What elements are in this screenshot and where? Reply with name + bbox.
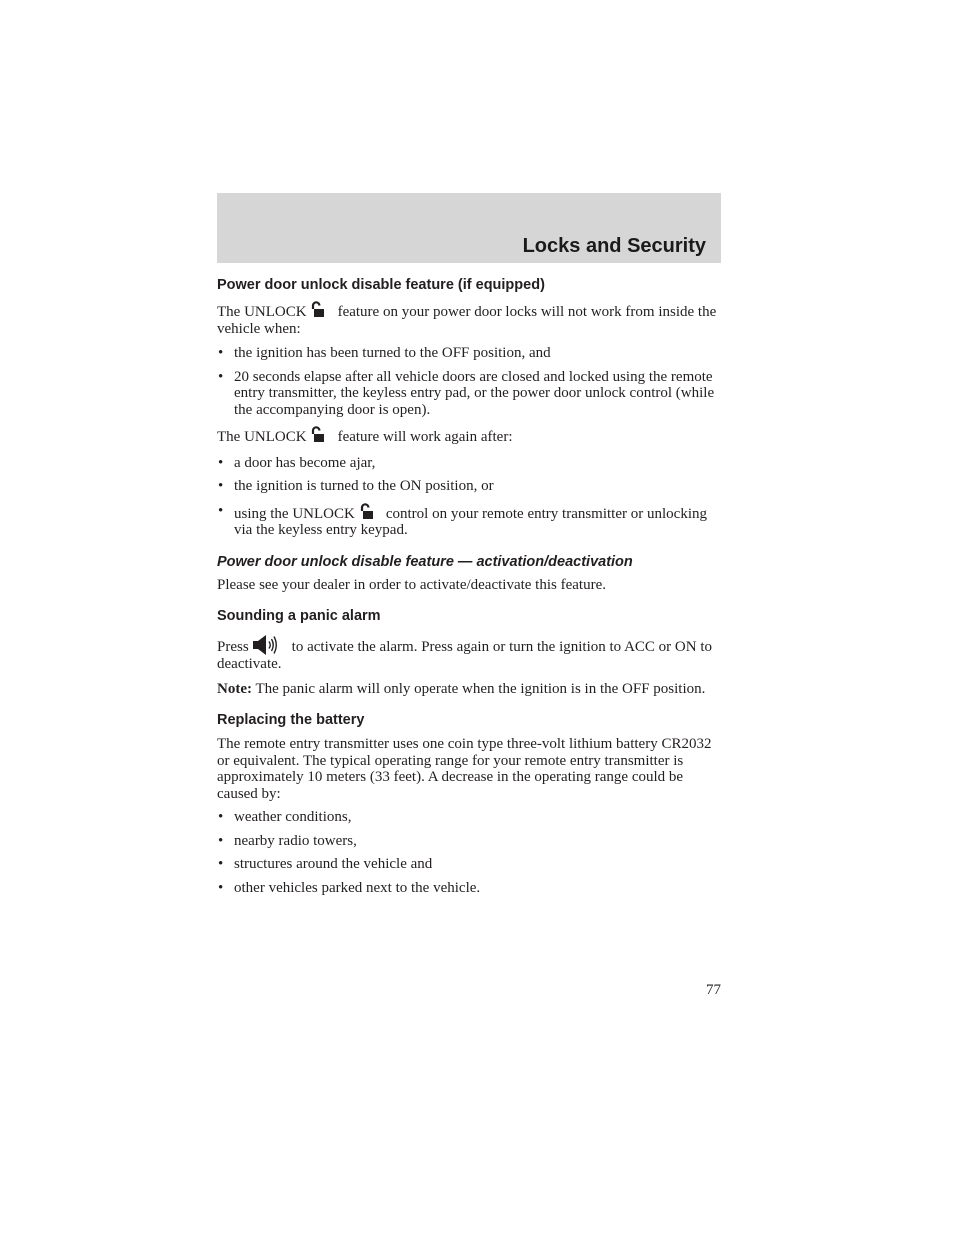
note-text: The panic alarm will only operate when the ignition is in the OFF position. — [255, 680, 706, 697]
unlock-disable-intro — [217, 301, 723, 337]
battery-text: The remote entry transmitter uses one coin type three-volt lithium battery CR2032 or equivalent. The typical operating range for your remote entry transmitter is approximately 10 meters (33 feet). A decrease in the operating range could be caused by: — [217, 736, 712, 802]
section-heading-activation: Power door unlock disable feature — activation/deactivation — [217, 553, 633, 570]
unlock-works-again-list — [217, 455, 723, 539]
bullet-text-before-icon: using the UNLOCK — [234, 505, 355, 522]
list-item: • other vehicles parked next to the vehicle. — [217, 880, 723, 897]
panic-alarm-text — [217, 634, 723, 673]
page-title: Locks and Security — [522, 235, 706, 257]
intro-text-after-icon: feature on your power door locks will not work from inside the vehicle when: — [217, 304, 717, 337]
activation-text: Please see your dealer in order to activate/deactivate this feature. — [217, 576, 606, 593]
page-content — [217, 276, 723, 896]
list-item: • nearby radio towers, — [217, 833, 723, 850]
section-heading-panic-alarm: Sounding a panic alarm — [217, 608, 381, 624]
list-item: • 20 seconds elapse after all vehicle doors are closed and locked using the remote entry transmitter, the keyless entry pad, or the power door unlock control (while the accompanying door is open). — [217, 369, 723, 419]
panic-text-after-icon: to activate the alarm. Press again or turn the ignition to ACC or ON to deactivate. — [217, 639, 713, 672]
panic-horn-icon — [252, 634, 280, 656]
battery-causes-list — [217, 809, 723, 896]
note-label: Note: — [217, 680, 252, 697]
page-number: 77 — [706, 982, 721, 998]
panic-text-before-icon: Press — [217, 639, 249, 655]
bullet-text-after-icon: control on your remote entry transmitter or unlocking via the keyless entry keypad. — [234, 505, 707, 538]
section-heading-unlock-disable: Power door unlock disable feature (if equipped) — [217, 277, 545, 293]
section-heading-battery: Replacing the battery — [217, 712, 365, 728]
list-item: • the ignition has been turned to the OFF position, and — [217, 345, 723, 362]
list-item: • the ignition is turned to the ON position, or — [217, 478, 723, 495]
panic-note — [217, 681, 723, 698]
unlock-works-again-intro — [217, 426, 723, 446]
unlock-icon — [310, 301, 326, 318]
list-item — [217, 503, 723, 539]
list-item: • weather conditions, — [217, 809, 723, 826]
unlock-icon — [359, 503, 375, 520]
list-item: • a door has become ajar, — [217, 455, 723, 472]
intro-text-before-icon: The UNLOCK — [217, 304, 307, 320]
again-text-after-icon: feature will work again after: — [337, 429, 513, 445]
unlock-icon — [310, 426, 326, 443]
unlock-disable-conditions-list — [217, 345, 723, 418]
header-band — [217, 193, 721, 263]
list-item: • structures around the vehicle and — [217, 856, 723, 873]
again-text-before-icon: The UNLOCK — [217, 429, 307, 445]
